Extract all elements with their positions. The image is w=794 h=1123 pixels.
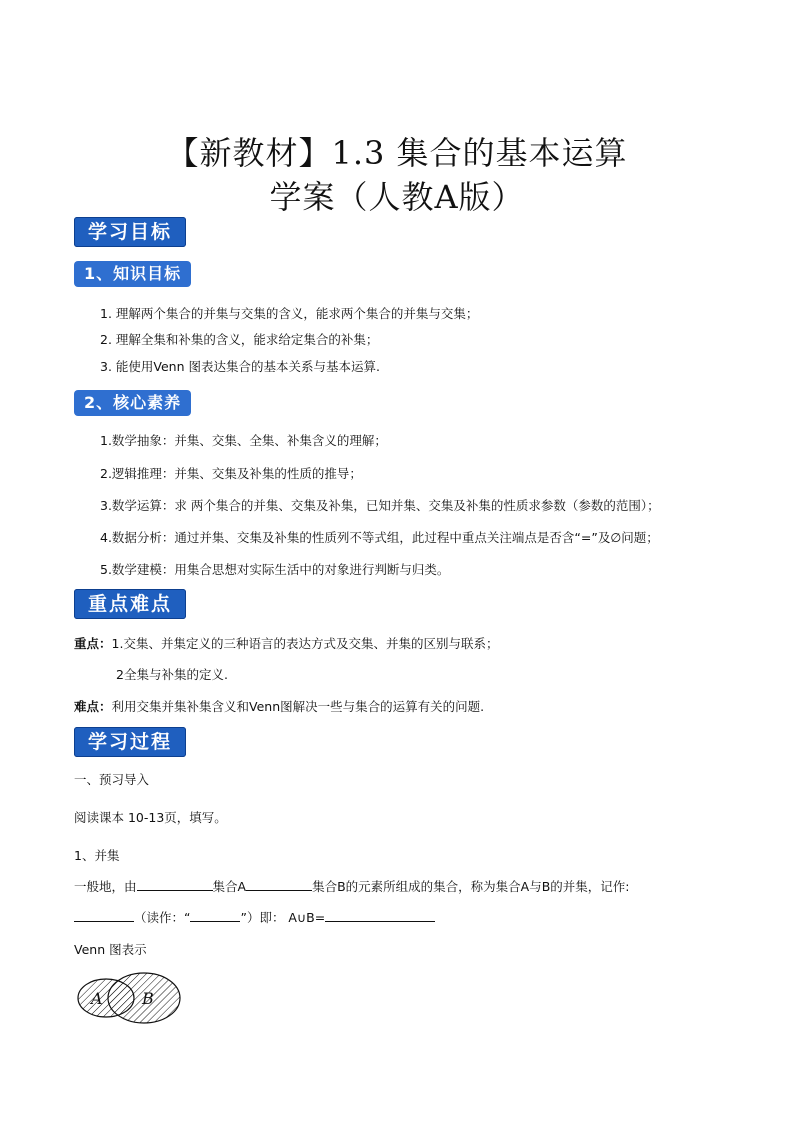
section-banner-goals: 学习目标	[74, 217, 186, 247]
core-item: 4.数据分析：通过并集、交集及补集的性质列不等式组，此过程中重点关注端点是否含“=”及∅问题；	[100, 530, 659, 545]
fill-blank[interactable]	[137, 890, 213, 891]
core-item: 5.数学建模：用集合思想对实际生活中的对象进行判断与归类。	[100, 562, 450, 577]
union-notation	[74, 908, 435, 926]
union-title: 1、并集	[74, 848, 120, 863]
key-points-line	[74, 634, 498, 652]
page-title: 【新教材】1.3 集合的基本运算	[166, 134, 628, 172]
fill-blank[interactable]	[325, 921, 435, 922]
difficult-label: 难点：	[74, 699, 112, 714]
fill-blank[interactable]	[246, 890, 312, 891]
venn-label-b: B	[142, 989, 154, 1008]
reading-instruction: 阅读课本 10-13页，填写。	[74, 810, 227, 825]
difficult-line	[74, 697, 484, 715]
section-banner-knowledge: 1、知识目标	[74, 261, 191, 287]
core-item: 1.数学抽象：并集、交集、全集、补集含义的理解；	[100, 433, 387, 448]
read-text-1: （读作：“	[134, 910, 191, 925]
section-banner-process: 学习过程	[74, 727, 186, 757]
def-text-3: 集合B的元素所组成的集合，称为集合A与B的并集，记作:	[312, 879, 630, 894]
def-text-1: 一般地，由	[74, 879, 137, 894]
venn-caption: Venn 图表示	[74, 942, 147, 957]
key-text: 1.交集、并集定义的三种语言的表达方式及交集、并集的区别与联系；	[111, 636, 499, 651]
fill-blank[interactable]	[190, 921, 240, 922]
knowledge-item: 2. 理解全集和补集的含义，能求给定集合的补集；	[100, 332, 379, 347]
section-banner-core: 2、核心素养	[74, 390, 191, 416]
core-item: 2.逻辑推理：并集、交集及补集的性质的推导；	[100, 466, 362, 481]
venn-label-a: A	[91, 989, 103, 1008]
difficult-text: 利用交集并集补集含义和Venn图解决一些与集合的运算有关的问题.	[111, 699, 485, 714]
fill-blank[interactable]	[74, 921, 134, 922]
venn-diagram	[74, 968, 184, 1028]
def-text-2: 集合A	[212, 879, 247, 894]
page-subtitle: 学案（人教A版）	[269, 178, 525, 216]
knowledge-item: 3. 能使用Venn 图表达集合的基本关系与基本运算.	[100, 359, 380, 374]
preview-heading: 一、预习导入	[74, 772, 150, 787]
knowledge-item: 1. 理解两个集合的并集与交集的含义，能求两个集合的并集与交集；	[100, 306, 479, 321]
section-banner-keypoints: 重点难点	[74, 589, 186, 619]
key-points-line2: 2全集与补集的定义.	[116, 667, 228, 682]
read-text-2: ”）即： A∪B=	[240, 910, 326, 925]
union-definition	[74, 877, 630, 895]
core-item: 3.数学运算：求 两个集合的并集、交集及补集，已知并集、交集及补集的性质求参数（参数的范围）；	[100, 498, 660, 513]
key-label: 重点：	[74, 636, 112, 651]
